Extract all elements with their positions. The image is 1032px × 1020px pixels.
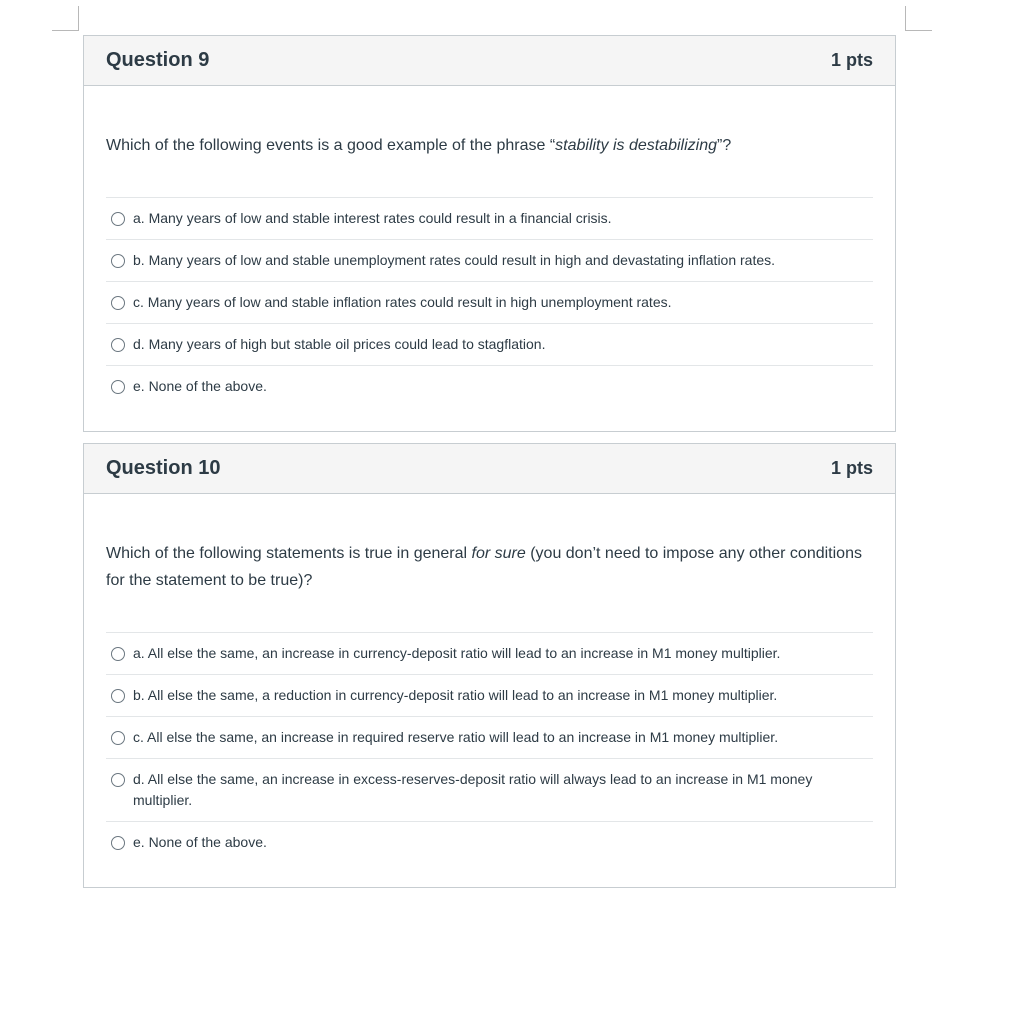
prompt-text: Which of the following events is a good example of the phrase “	[106, 137, 556, 154]
radio-button[interactable]	[111, 836, 125, 850]
question-card-9	[83, 35, 896, 432]
radio-button[interactable]	[111, 296, 125, 310]
answer-option-b[interactable]	[106, 675, 873, 717]
answer-label: a. All else the same, an increase in currency-deposit ratio will lead to an increase in M1 money multiplier.	[133, 645, 781, 661]
radio-button[interactable]	[111, 212, 125, 226]
question-points: 1 pts	[830, 458, 873, 478]
question-card-10	[83, 443, 896, 888]
answer-option-c[interactable]	[106, 282, 873, 324]
answer-label: e. None of the above.	[133, 378, 267, 394]
question-prompt	[84, 132, 895, 159]
question-header	[84, 36, 895, 86]
page-corner-mark-right	[905, 6, 932, 31]
question-header	[84, 444, 895, 494]
answer-option-a[interactable]	[106, 198, 873, 240]
answer-option-d[interactable]	[106, 324, 873, 366]
answer-label: c. All else the same, an increase in required reserve ratio will lead to an increase in M1 money multiplier.	[133, 729, 779, 745]
answer-label: d. Many years of high but stable oil prices could lead to stagflation.	[133, 336, 546, 352]
radio-button[interactable]	[111, 773, 125, 787]
prompt-text-end: ”?	[717, 137, 732, 154]
answer-list	[106, 197, 873, 407]
question-title: Question 10	[106, 457, 221, 479]
radio-button[interactable]	[111, 689, 125, 703]
radio-button[interactable]	[111, 731, 125, 745]
question-prompt	[84, 540, 895, 594]
answer-option-e[interactable]	[106, 822, 873, 863]
prompt-text: Which of the following statements is true in general	[106, 545, 472, 562]
answer-label: a. Many years of low and stable interest rates could result in a financial crisis.	[133, 210, 612, 226]
answer-label: e. None of the above.	[133, 834, 267, 850]
question-points: 1 pts	[830, 50, 873, 70]
prompt-emphasis: stability is destabilizing	[555, 137, 717, 154]
page-corner-mark-left	[52, 6, 79, 31]
question-title: Question 9	[106, 49, 210, 71]
answer-label: b. All else the same, a reduction in currency-deposit ratio will lead to an increase in M1 money multiplier.	[133, 687, 778, 703]
radio-button[interactable]	[111, 647, 125, 661]
answer-list	[106, 632, 873, 863]
prompt-emphasis: for sure	[471, 545, 526, 562]
radio-button[interactable]	[111, 380, 125, 394]
answer-label: d. All else the same, an increase in excess-reserves-deposit ratio will always lead to an increase in M1 money multiplier.	[133, 771, 813, 808]
answer-option-e[interactable]	[106, 366, 873, 407]
prompt-text-end: (you don’t need to impose any other conditions for the statement to be true)?	[106, 545, 862, 589]
answer-label: c. Many years of low and stable inflation rates could result in high unemployment rates.	[133, 294, 672, 310]
answer-option-c[interactable]	[106, 717, 873, 759]
answer-option-a[interactable]	[106, 633, 873, 675]
answer-label: b. Many years of low and stable unemployment rates could result in high and devastating inflation rates.	[133, 252, 776, 268]
radio-button[interactable]	[111, 254, 125, 268]
answer-option-b[interactable]	[106, 240, 873, 282]
radio-button[interactable]	[111, 338, 125, 352]
answer-option-d[interactable]	[106, 759, 873, 822]
